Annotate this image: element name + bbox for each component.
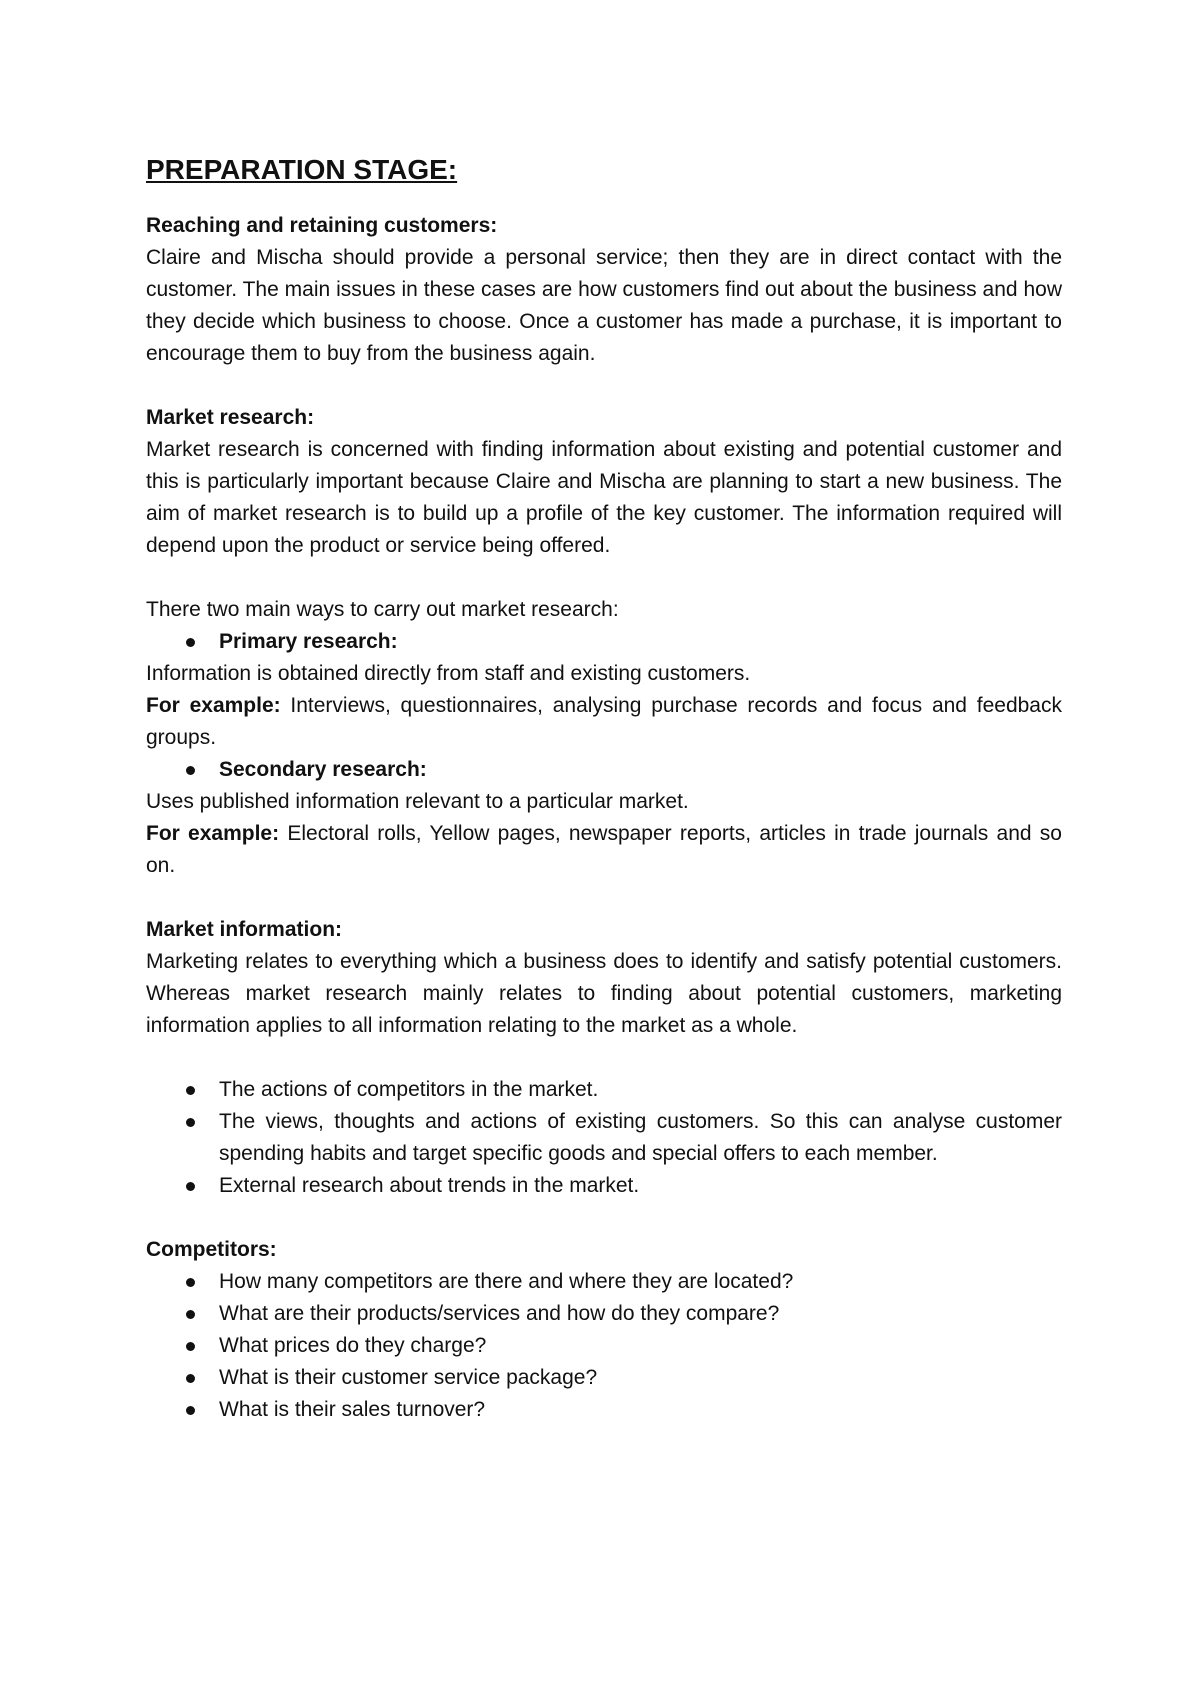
primary-research-label: Primary research: — [219, 630, 398, 653]
list-item-text: How many competitors are there and where they are located? — [219, 1270, 794, 1293]
example-text: Electoral rolls, Yellow pages, newspaper reports, articles in trade journals and so on. — [146, 822, 1062, 877]
list-item — [146, 1362, 1062, 1394]
bullet-icon — [186, 1086, 195, 1095]
market-information-paragraph: Marketing relates to everything which a business does to identify and satisfy potential customers. Whereas market research mainly relates to finding about potential customers, marketing information applies to all information relating to the market as a whole. — [146, 950, 1062, 1037]
reaching-heading: Reaching and retaining customers: — [146, 214, 498, 237]
reaching-paragraph: Claire and Mischa should provide a personal service; then they are in direct contact with the customer. The main issues in these cases are how customers find out about the business and how they decide which business to choose. Once a customer has made a purchase, it is important to encourage them to buy from the business again. — [146, 246, 1062, 365]
market-research-heading: Market research: — [146, 406, 315, 429]
market-research-paragraph: Market research is concerned with finding information about existing and potential customer and this is particularly important because Claire and Mischa are planning to start a new business. The aim of market research is to build up a profile of the key customer. The information required will depend upon the product or service being offered. — [146, 438, 1062, 557]
list-item — [146, 754, 1062, 786]
list-item-text: External research about trends in the market. — [219, 1174, 640, 1197]
bullet-icon — [186, 638, 195, 647]
bullet-icon — [186, 766, 195, 775]
list-item — [146, 626, 1062, 658]
bullet-icon — [186, 1118, 195, 1127]
spacer — [146, 562, 1062, 594]
bullet-icon — [186, 1310, 195, 1319]
bullet-icon — [186, 1374, 195, 1383]
example-label: For example: — [146, 822, 280, 845]
competitors-list — [146, 1266, 1062, 1426]
list-item-text: The views, thoughts and actions of existing customers. So this can analyse customer spending habits and target specific goods and special offers to each member. — [219, 1110, 1062, 1165]
primary-research-list — [146, 626, 1062, 658]
list-item-text: The actions of competitors in the market. — [219, 1078, 599, 1101]
list-item — [146, 1394, 1062, 1426]
spacer — [146, 882, 1062, 914]
list-item — [146, 1298, 1062, 1330]
list-item — [146, 1074, 1062, 1106]
spacer — [146, 1042, 1062, 1074]
research-ways-intro: There two main ways to carry out market research: — [146, 598, 619, 621]
list-item-text: What is their sales turnover? — [219, 1398, 486, 1421]
primary-research-description: Information is obtained directly from staff and existing customers. — [146, 662, 751, 685]
competitors-heading: Competitors: — [146, 1238, 277, 1261]
list-item — [146, 1330, 1062, 1362]
primary-research-example — [146, 690, 1062, 754]
page-title: PREPARATION STAGE: — [146, 154, 458, 185]
secondary-research-example — [146, 818, 1062, 882]
example-text: Interviews, questionnaires, analysing purchase records and focus and feedback groups. — [146, 694, 1062, 749]
list-item — [146, 1266, 1062, 1298]
list-item-text: What is their customer service package? — [219, 1366, 598, 1389]
bullet-icon — [186, 1406, 195, 1415]
bullet-icon — [186, 1342, 195, 1351]
list-item-text: What are their products/services and how do they compare? — [219, 1302, 780, 1325]
spacer — [146, 370, 1062, 402]
secondary-research-list — [146, 754, 1062, 786]
bullet-icon — [186, 1278, 195, 1287]
list-item — [146, 1170, 1062, 1202]
market-information-list — [146, 1074, 1062, 1202]
market-information-heading: Market information: — [146, 918, 343, 941]
list-item — [146, 1106, 1062, 1170]
document-content — [146, 150, 1062, 1426]
secondary-research-label: Secondary research: — [219, 758, 427, 781]
bullet-icon — [186, 1182, 195, 1191]
secondary-research-description: Uses published information relevant to a particular market. — [146, 790, 689, 813]
example-label: For example: — [146, 694, 281, 717]
spacer — [146, 1202, 1062, 1234]
list-item-text: What prices do they charge? — [219, 1334, 487, 1357]
